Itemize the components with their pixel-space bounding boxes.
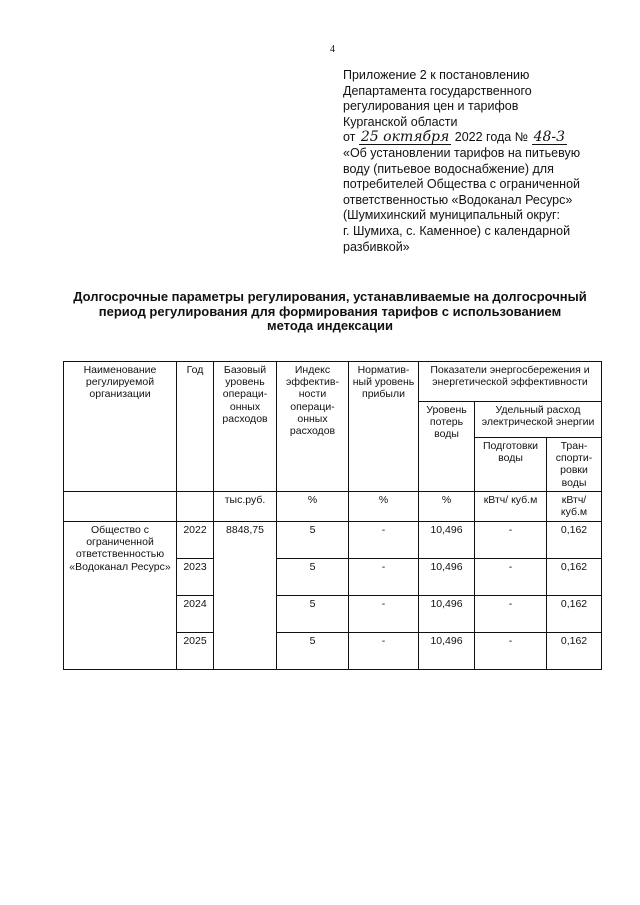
cell-profit: - [349,559,419,596]
title-line: Долгосрочные параметры регулирования, устанавливаемые на долгосрочный [73,289,587,304]
cell-prep: - [475,559,547,596]
header-losses: Уровень потерь воды [419,402,475,492]
cell-year: 2024 [177,596,214,633]
from-prefix: от [343,130,356,145]
cell-prep: - [475,633,547,670]
cell-profit: - [349,596,419,633]
handwritten-number: 48-3 [533,129,566,146]
handwritten-date: 25 октября [360,129,450,146]
appendix-line: воду (питьевое водоснабжение) для [343,161,554,176]
cell-prep: - [475,596,547,633]
cell-year: 2022 [177,522,214,559]
cell-index: 5 [277,559,349,596]
header-energy-group: Показатели энергосбережения и энергетической эффективности [419,362,602,402]
appendix-line: Департамента государственного [343,83,532,98]
appendix-line: регулирования цен и тарифов [343,99,519,114]
appendix-line: разбивкой» [343,239,410,254]
cell-transport: 0,162 [547,633,602,670]
units-transport: кВтч/ куб.м [547,492,602,522]
appendix-line: ответственностью «Водоканал Ресурс» [343,192,573,207]
appendix-line: Курганской области [343,114,458,129]
header-prep: Подготовки воды [475,438,547,492]
header-profit: Норматив-ный уровень прибыли [349,362,419,492]
cell-base: 8848,75 [214,522,277,670]
appendix-date-line [343,130,613,146]
cell-transport: 0,162 [547,559,602,596]
year-text: 2022 года № [454,130,529,145]
cell-losses: 10,496 [419,559,475,596]
units-base: тыс.руб. [214,492,277,522]
title-line: метода индексации [267,318,393,333]
units-profit: % [349,492,419,522]
header-base: Базовый уровень операци-онных расходов [214,362,277,492]
org-name: Общество с ограниченной ответственностью «Водоканал Ресурс» [64,522,177,670]
appendix-line: (Шумихинский муниципальный округ: [343,208,560,223]
units-prep: кВтч/ куб.м [475,492,547,522]
table-row [64,522,602,559]
units-year [177,492,214,522]
units-index: % [277,492,349,522]
appendix-header [343,68,613,255]
cell-losses: 10,496 [419,596,475,633]
cell-transport: 0,162 [547,596,602,633]
header-transport: Тран-спорти-ровки воды [547,438,602,492]
cell-index: 5 [277,522,349,559]
header-year: Год [177,362,214,492]
appendix-line: «Об установлении тарифов на питьевую [343,145,581,160]
title-line: период регулирования для формирования тарифов с использованием [98,303,562,319]
header-org: Наименование регулируемой организации [64,362,177,492]
appendix-line: г. Шумиха, с. Каменное) с календарной [343,223,571,238]
cell-transport: 0,162 [547,522,602,559]
cell-year: 2025 [177,633,214,670]
cell-profit: - [349,633,419,670]
header-specific: Удельный расход электрической энергии [475,402,602,438]
document-title [60,290,600,334]
units-org [64,492,177,522]
units-losses: % [419,492,475,522]
page-number: 4 [330,44,335,55]
appendix-line: Приложение 2 к постановлению [343,68,530,82]
cell-index: 5 [277,633,349,670]
header-index: Индекс эффектив-ности операци-онных расходов [277,362,349,492]
cell-losses: 10,496 [419,633,475,670]
cell-index: 5 [277,596,349,633]
cell-prep: - [475,522,547,559]
cell-profit: - [349,522,419,559]
parameters-table [63,361,602,670]
appendix-line: потребителей Общества с ограниченной [343,177,581,192]
cell-losses: 10,496 [419,522,475,559]
cell-year: 2023 [177,559,214,596]
